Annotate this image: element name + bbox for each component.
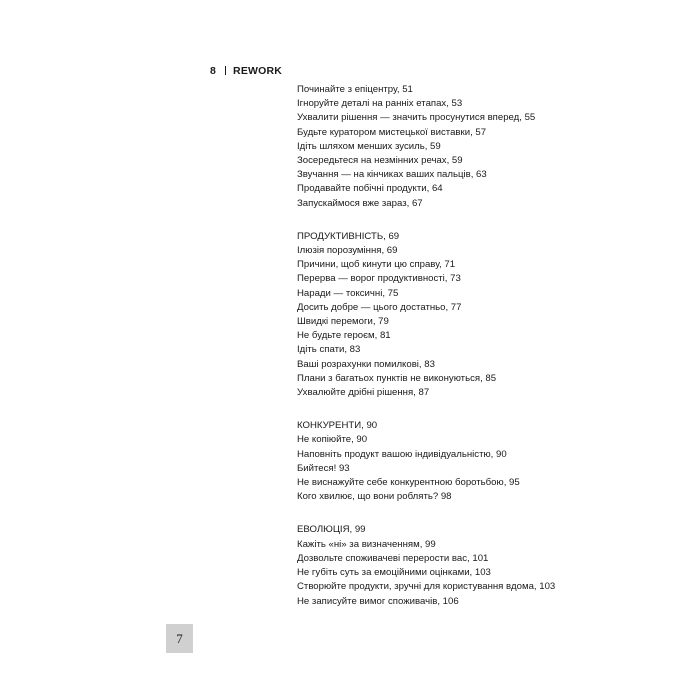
toc-section-productivity bbox=[297, 230, 677, 400]
toc-entry: Кажіть «ні» за визначенням, 99 bbox=[297, 538, 436, 550]
toc-entry: Кого хвилює, що вони роблять? 98 bbox=[297, 491, 452, 503]
toc-entry: Бийтеся! 93 bbox=[297, 462, 350, 474]
toc-entry: Ігноруйте деталі на ранніх етапах, 53 bbox=[297, 98, 463, 110]
toc-entry: Не записуйте вимог споживачів, 106 bbox=[297, 595, 459, 607]
toc-intro-group bbox=[297, 83, 677, 211]
toc-entry: Починайте з епіцентру, 51 bbox=[297, 84, 413, 95]
header-page-number: 8 bbox=[210, 65, 217, 77]
toc-entry: Будьте куратором мистецької виставки, 57 bbox=[297, 126, 487, 138]
toc-entry: Наради — токсичні, 75 bbox=[297, 287, 399, 299]
toc-entry: Плани з багатьох пунктів не виконуються, 85 bbox=[297, 372, 497, 384]
toc-entry: Дозвольте споживачеві перерости вас, 101 bbox=[297, 552, 489, 564]
header-separator bbox=[225, 66, 226, 75]
toc-entry: Не копіюйте, 90 bbox=[297, 434, 368, 446]
toc-entry: Запускаймося вже зараз, 67 bbox=[297, 197, 423, 209]
toc-entry: Причини, щоб кинути цю справу, 71 bbox=[297, 259, 456, 271]
toc-section-title: ЕВОЛЮЦІЯ, 99 bbox=[297, 524, 366, 536]
toc-entry: Продавайте побічні продукти, 64 bbox=[297, 183, 443, 195]
toc-section-title: ПРОДУКТИВНІСТЬ, 69 bbox=[297, 230, 400, 242]
toc-entry: Зосередьтеся на незмінних речах, 59 bbox=[297, 155, 463, 167]
toc-section-competitors bbox=[297, 419, 677, 504]
page-number-tab: 7 bbox=[166, 624, 193, 653]
toc-entry: Ухвалити рішення — значить просунутися вперед, 55 bbox=[297, 112, 536, 124]
toc-entry: Звучання — на кінчиках ваших пальців, 63 bbox=[297, 169, 487, 181]
toc-entry: Не будьте героєм, 81 bbox=[297, 330, 391, 342]
table-of-contents bbox=[297, 83, 677, 609]
toc-section-title: КОНКУРЕНТИ, 90 bbox=[297, 420, 378, 432]
toc-entry: Ухвалюйте дрібні рішення, 87 bbox=[297, 387, 430, 399]
header-book-title-suffix: WORK bbox=[248, 65, 283, 77]
header-book-title-prefix: RE bbox=[233, 65, 249, 77]
toc-entry: Ідіть спати, 83 bbox=[297, 344, 361, 356]
toc-entry: Ваші розрахунки помилкові, 83 bbox=[297, 358, 435, 370]
toc-entry: Перерва — ворог продуктивності, 73 bbox=[297, 273, 461, 285]
toc-entry: Досить добре — цього достатньо, 77 bbox=[297, 301, 462, 313]
toc-entry: Не губіть суть за емоційними оцінками, 103 bbox=[297, 567, 491, 579]
toc-entry: Ілюзія порозуміння, 69 bbox=[297, 245, 398, 257]
toc-entry: Не виснажуйте себе конкурентною боротьбою, 95 bbox=[297, 477, 520, 489]
toc-entry: Ідіть шляхом менших зусиль, 59 bbox=[297, 140, 441, 152]
toc-entry: Швидкі перемоги, 79 bbox=[297, 316, 389, 328]
toc-entry: Створюйте продукти, зручні для користування вдома, 103 bbox=[297, 581, 556, 593]
running-header bbox=[210, 65, 282, 77]
toc-section-evolution bbox=[297, 523, 677, 608]
toc-entry: Наповніть продукт вашою індивідуальністю, 90 bbox=[297, 448, 507, 460]
